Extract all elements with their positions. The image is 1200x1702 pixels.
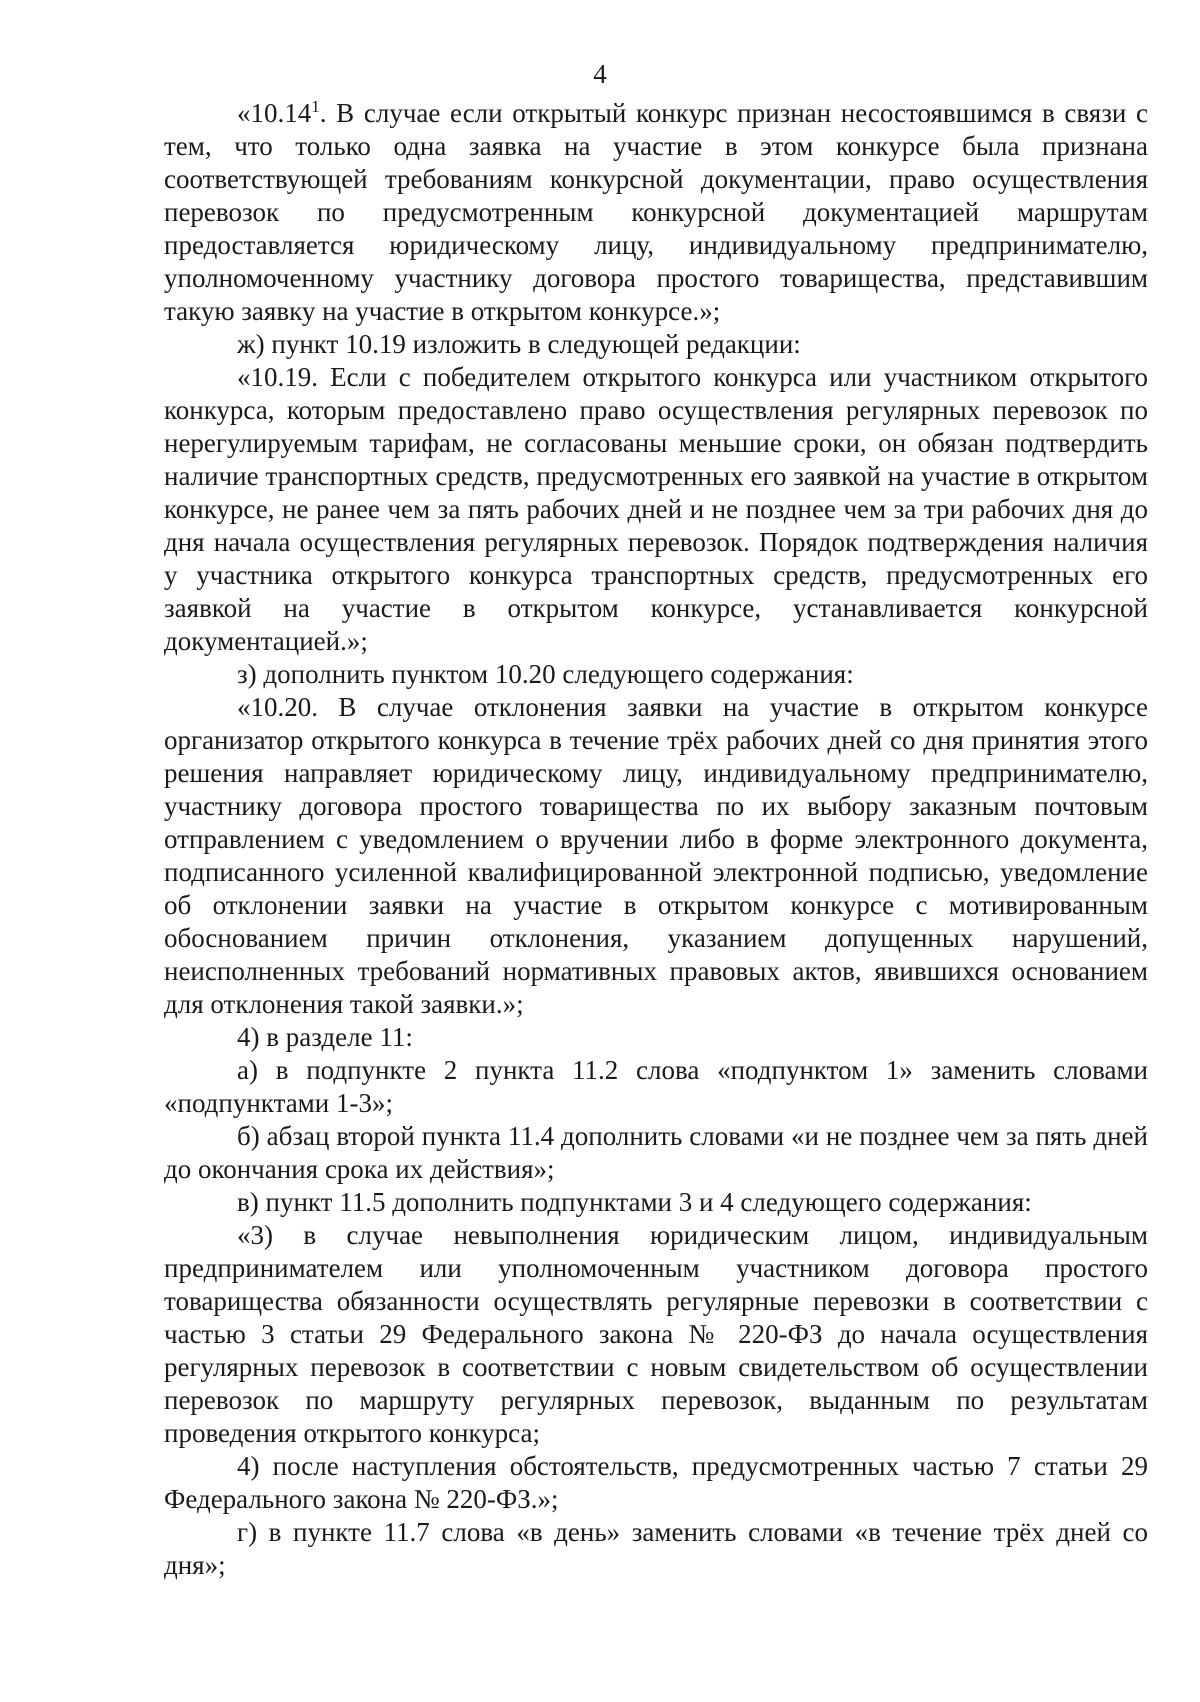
- paragraph-text: . В случае если открытый конкурс признан несостоявшимся в связи с тем, что только одна заявка на участие в этом конкурсе была признана соответствующей требованиям конкурсной документации, право осуществления перевозок по предусмотренным конкурсной документацией маршрутам предоставляется юридическому лицу, индивидуальному предпринимателю, уполномоченному участнику договора простого товарищества, представившим такую заявку на участие в открытом конкурсе.»;: [164, 98, 1148, 326]
- paragraph-10-20: «10.20. В случае отклонения заявки на участие в открытом конкурсе организатор открытого конкурса в течение трёх рабочих дней со дня принятия этого решения направляет юридическому лицу, индивидуальному предпринимателю, участнику договора простого товарищества по их выбору заказным почтовым отправлением с уведомлением о вручении либо в форме электронного документа, подписанного усиленной квалифицированной электронной подписью, уведомление об отклонении заявки на участие в открытом конкурсе с мотивированным обоснованием причин отклонения, указанием допущенных нарушений, неисполненных требований нормативных правовых актов, явившихся основанием для отклонения такой заявки.»;: [164, 692, 1148, 1019]
- paragraph-item-a: а) в подпункте 2 пункта 11.2 слова «подпунктом 1» заменить словами «подпунктами 1-3»;: [164, 1055, 1148, 1118]
- paragraph-item-zh: ж) пункт 10.19 изложить в следующей редакции:: [237, 329, 801, 359]
- superscript-index: 1: [311, 97, 320, 116]
- paragraph-10-19: «10.19. Если с победителем открытого конкурса или участником открытого конкурса, которым предоставлено право осуществления регулярных перевозок по нерегулируемым тарифам, не согласованы меньшие сроки, он обязан подтвердить наличие транспортных средств, предусмотренных его заявкой на участие в открытом конкурсе, не ранее чем за пять рабочих дней и не позднее чем за три рабочих дня до дня начала осуществления регулярных перевозок. Порядок подтверждения наличия у участника открытого конкурса транспортных средств, предусмотренных его заявкой на участие в открытом конкурсе, устанавливается конкурсной документацией.»;: [164, 362, 1148, 656]
- paragraph-number: «10.14: [237, 98, 312, 128]
- paragraph-item-g: г) в пункте 11.7 слова «в день» заменить словами «в течение трёх дней со дня»;: [164, 1517, 1148, 1580]
- document-body: [164, 97, 1148, 1582]
- paragraph-section-11: 4) в разделе 11:: [237, 1022, 413, 1052]
- page-number: 4: [593, 59, 607, 89]
- paragraph-subitem-3: «3) в случае невыполнения юридическим лицом, индивидуальным предпринимателем или уполномоченным участником договора простого товарищества обязанности осуществлять регулярные перевозки в соответствии с частью 3 статьи 29 Федерального закона № 220-ФЗ до начала осуществления регулярных перевозок в соответствии с новым свидетельством об осуществлении перевозок по маршруту регулярных перевозок, выданным по результатам проведения открытого конкурса;: [164, 1220, 1148, 1448]
- paragraph-item-b: б) абзац второй пункта 11.4 дополнить словами «и не позднее чем за пять дней до окончания срока их действия»;: [164, 1121, 1148, 1184]
- paragraph-subitem-4: 4) после наступления обстоятельств, предусмотренных частью 7 статьи 29 Федерального закона № 220-ФЗ.»;: [164, 1451, 1148, 1514]
- paragraph-item-v: в) пункт 11.5 дополнить подпунктами 3 и 4 следующего содержания:: [237, 1187, 1032, 1217]
- paragraph-10-14-1: [164, 97, 1148, 328]
- paragraph-item-z: з) дополнить пунктом 10.20 следующего содержания:: [237, 659, 854, 689]
